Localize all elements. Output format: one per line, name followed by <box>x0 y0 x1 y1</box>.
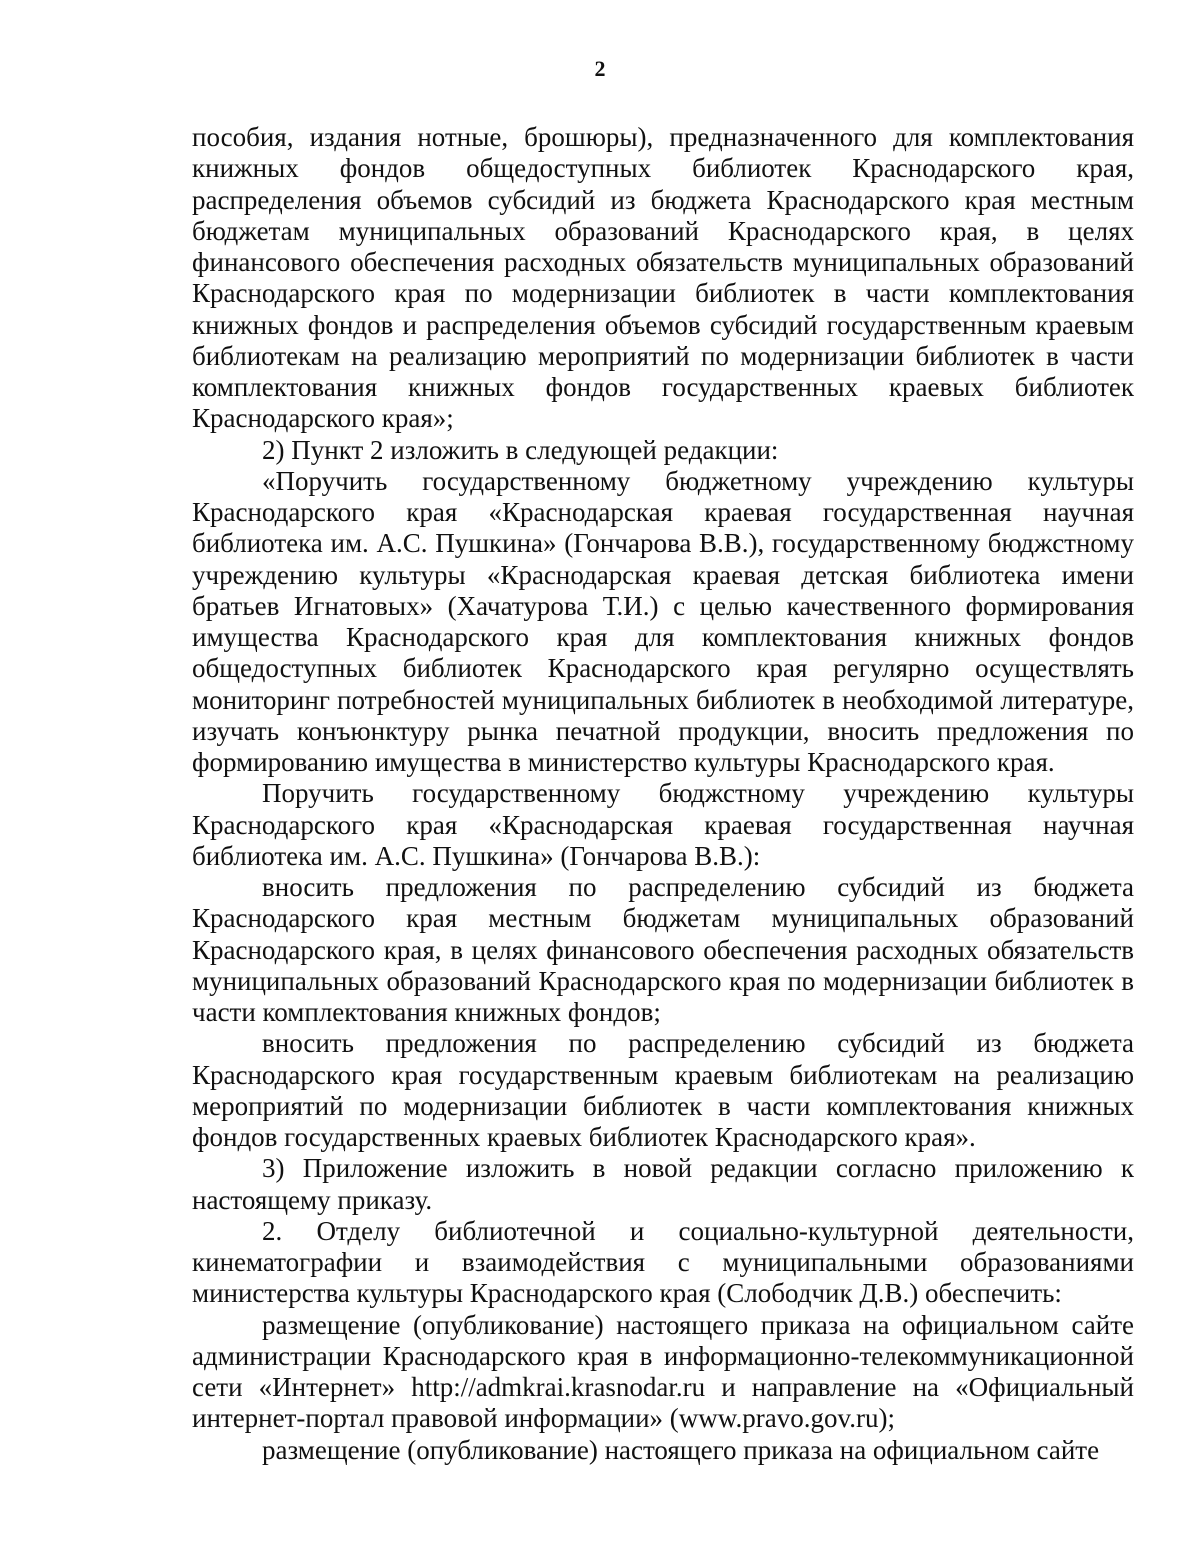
document-body <box>192 122 1134 1466</box>
page-number: 2 <box>594 56 606 81</box>
paragraph-proposals-regional: вносить предложения по распределению субсидий из бюджета Краснодарского края государственным краевым библиотекам на реализацию мероприятий по модернизации библиотек в части комплектования книжных фондов государственных краевых библиотек Краснодарского края». <box>192 1028 1134 1152</box>
paragraph-publication-1: размещение (опубликование) настоящего приказа на официальном сайте администрации Краснодарского края в информационно-телекоммуникационной сети «Интернет» http://admkrai.krasnodar.ru и направление на «Официальный интернет-портал правовой информации» (www.pravo.gov.ru); <box>192 1309 1134 1434</box>
paragraph-item-3: 3) Приложение изложить в новой редакции согласно приложению к настоящему приказу. <box>192 1153 1134 1215</box>
paragraph-instruction-2: Поручить государственному бюджстному учреждению культуры Краснодарского края «Краснодарская краевая государственная научная библиотека им. А.С. Пушкина» (Гончарова В.В.): <box>192 778 1134 871</box>
paragraph-proposals-local: вносить предложения по распределению субсидий из бюджета Краснодарского края местным бюджетам муниципальных образований Краснодарского края, в целях финансового обеспечения расходных обязательств муниципальных образований Краснодарского края по модернизации библиотек в части комплектования книжных фондов; <box>192 872 1134 1027</box>
paragraph-continuation: пособия, издания нотные, брошюры), предназначенного для комплектования книжных фондов общедоступных библиотек Краснодарского края, распределения объемов субсидий из бюджета Краснодарского края местным бюджетам муниципальных образований Краснодарского края, в целях финансового обеспечения расходных обязательств муниципальных образований Краснодарского края по модернизации библиотек в части комплектования книжных фондов и распределения объемов субсидий государственным краевым библиотекам на реализацию мероприятий по модернизации библиотек в части комплектования книжных фондов государственных краевых библиотек Краснодарского края»; <box>192 122 1134 434</box>
paragraph-instruction-1: «Поручить государственному бюджетному учреждению культуры Краснодарского края «Краснодарская краевая государственная научная библиотека им. А.С. Пушкина» (Гончарова В.В.), государственному бюджстному учреждению культуры «Краснодарская краевая детская библиотека имени братьев Игнатовых» (Хачатурова Т.И.) с целью качественного формирования имущества Краснодарского края для комплектования книжных фондов общедоступных библиотек Краснодарского края регулярно осуществлять мониторинг потребностей муниципальных библиотек в необходимой литературе, изучать конъюнктуру рынка печатной продукции, вносить предложения по формированию имущества в министерство культуры Краснодарского края. <box>192 465 1134 777</box>
paragraph-section-2: 2. Отделу библиотечной и социально-культурной деятельности, кинематографии и взаимодействия с муниципальными образованиями министерства культуры Краснодарского края (Слободчик Д.В.) обеспечить: <box>192 1215 1134 1309</box>
paragraph-item-2: 2) Пункт 2 изложить в следующей редакции: <box>262 434 779 465</box>
paragraph-publication-2: размещение (опубликование) настоящего приказа на официальном сайте <box>262 1434 1100 1465</box>
